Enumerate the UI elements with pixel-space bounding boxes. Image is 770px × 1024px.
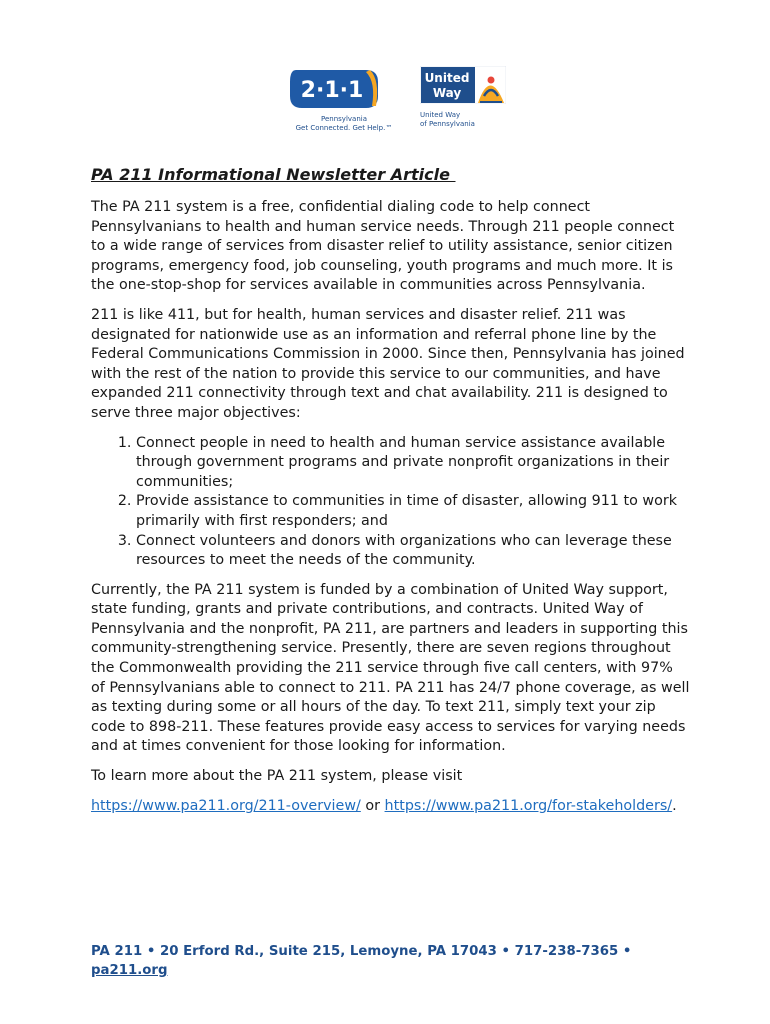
united-way-name: United Way — [420, 111, 461, 119]
link-connector: or — [360, 797, 385, 814]
footer-address: PA 211 • 20 Erford Rd., Suite 215, Lemoyne, PA 17043 • 717-238-7365 • — [91, 944, 632, 959]
intro-paragraph: The PA 211 system is a free, confidential dialing code to help connect Pennsylvanians to health and human service needs. Through 211 people connect to a wide range of services from disaster relief to utility assistance, senior citizen programs, emergency food, job counseling, youth programs and much more. It is the one-stop-shop for services available in communities across Pennsylvania. — [91, 199, 675, 294]
footer-contact — [91, 942, 691, 980]
pa211-slogan: Get Connected. Get Help.™ — [295, 124, 393, 132]
united-way-badge-icon — [420, 66, 506, 104]
learn-more-text: To learn more about the PA 211 system, please visit — [91, 768, 463, 785]
objectives-list — [91, 434, 691, 571]
objective-item: 3. Connect volunteers and donors with organizations who can leverage these resources to meet the needs of the community. — [136, 532, 691, 571]
pa211-mark: 2·1·1 — [300, 78, 364, 103]
united-way-mark-2: Way — [432, 86, 462, 100]
article-body — [91, 164, 691, 826]
stakeholders-link[interactable]: https://www.pa211.org/for-stakeholders/ — [384, 797, 673, 814]
link-period: . — [672, 797, 677, 814]
objective-item: 1. Connect people in need to health and human service assistance available through government programs and private nonprofit organizations in their communities; — [136, 434, 691, 493]
footer-website-link[interactable]: pa211.org — [91, 963, 168, 978]
objective-item: 2. Provide assistance to communities in time of disaster, allowing 911 to work primarily with first responders; and — [136, 492, 691, 531]
pa211-tagline — [289, 115, 399, 133]
united-way-state: of Pennsylvania — [420, 120, 475, 128]
pa211-badge-icon — [288, 66, 380, 110]
pa211-logo — [286, 64, 396, 134]
article-title: PA 211 Informational Newsletter Article — [91, 165, 456, 184]
history-paragraph: 211 is like 411, but for health, human services and disaster relief. 211 was designated for nationwide use as an information and referral phone line by the Federal Communications Commission in 2000. Since then, Pennsylvania has joined with the rest of the nation to provide this service to our communities, and have expanded 211 connectivity through text and chat availability. 211 is designed to serve three major objectives: — [91, 306, 685, 421]
united-way-logo — [418, 64, 514, 134]
united-way-caption — [420, 111, 475, 129]
funding-paragraph: Currently, the PA 211 system is funded by a combination of United Way support, state funding, grants and private contributions, and contracts. United Way of Pennsylvania and the nonprofit, PA 211, are partners and leaders in supporting this community-strengthening service. Presently, there are seven regions throughout the Commonwealth providing the 211 service through five call centers, with 97% of Pennsylvanians able to connect to 211. PA 211 has 24/7 phone coverage, as well as texting during some or all hours of the day. To text 211, simply text your zip code to 898-211. These features provide easy access to services for varying needs and at times convenient for those looking for information. — [91, 581, 690, 755]
pa211-state: Pennsylvania — [321, 115, 367, 123]
overview-link[interactable]: https://www.pa211.org/211-overview/ — [91, 797, 361, 814]
links-paragraph — [91, 797, 691, 817]
united-way-mark-1: United — [424, 71, 470, 85]
